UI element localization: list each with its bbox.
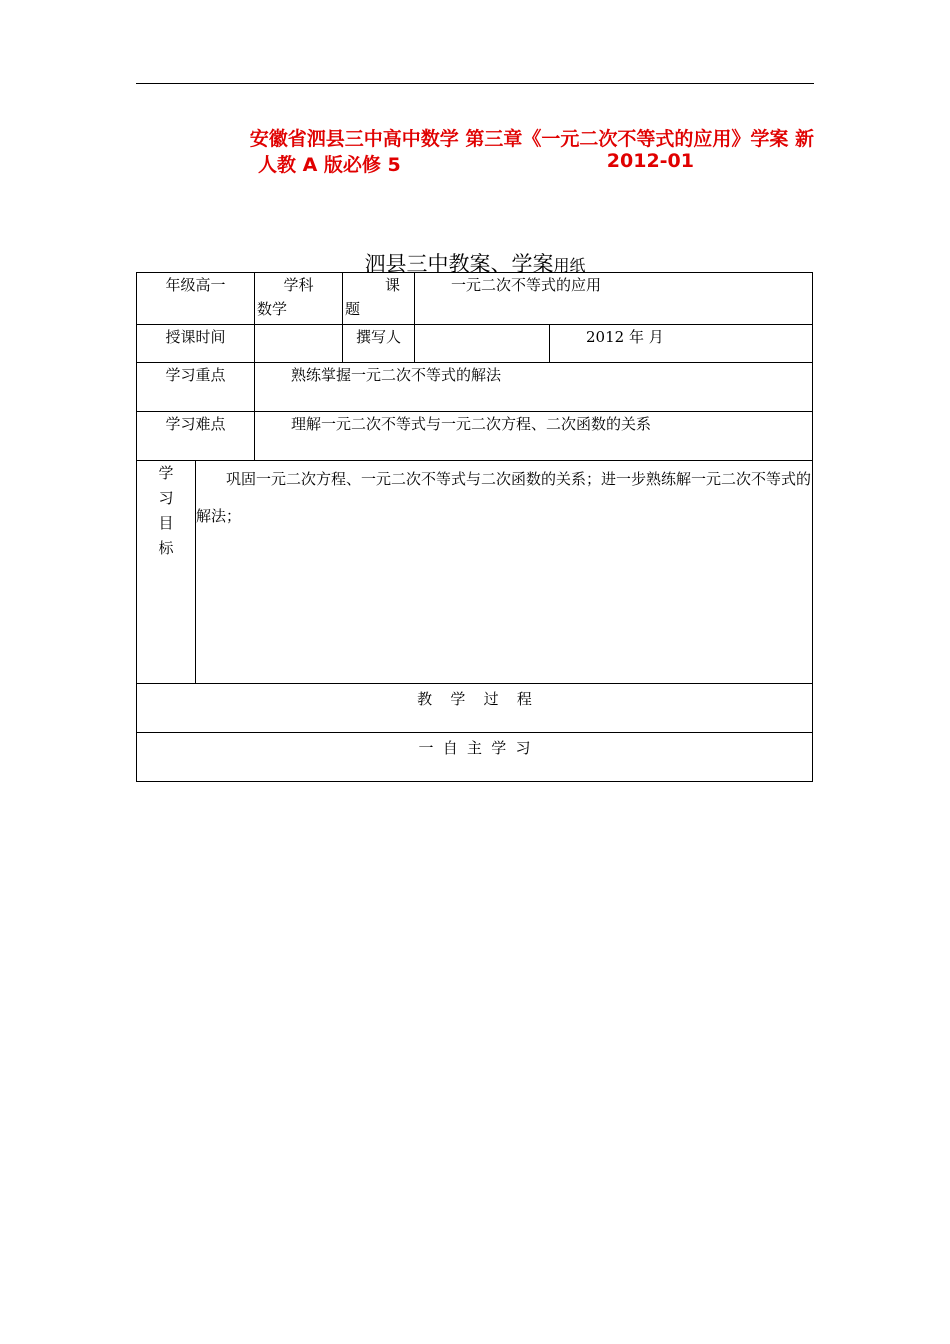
grade-label: 年级高一 bbox=[165, 276, 226, 294]
form-title-main: 泗县三中教案、学案 bbox=[364, 252, 554, 276]
topic-label-cell bbox=[343, 273, 415, 325]
document-date: 2012-01 bbox=[606, 150, 694, 172]
difficulty-value-cell bbox=[255, 412, 813, 461]
author-label-cell bbox=[343, 325, 415, 363]
date-value: 2012 年 月 bbox=[586, 328, 664, 346]
table-row bbox=[137, 412, 813, 461]
table-row bbox=[137, 684, 813, 733]
objective-value: 巩固一元二次方程、一元二次不等式与二次函数的关系；进一步熟练解一元二次不等式的解法； bbox=[196, 470, 812, 525]
key-point-label-cell bbox=[137, 363, 255, 412]
difficulty-label-cell bbox=[137, 412, 255, 461]
process-header: 教 学 过 程 bbox=[417, 690, 532, 708]
key-point-label: 学习重点 bbox=[165, 366, 226, 384]
difficulty-value: 理解一元二次不等式与一元二次方程、二次函数的关系 bbox=[291, 415, 652, 433]
topic-label-part1: 课 bbox=[385, 276, 401, 294]
subject-label: 学科 bbox=[283, 276, 314, 294]
document-title-line1: 安徽省泗县三中高中数学 第三章《一元二次不等式的应用》学案 新 bbox=[249, 128, 814, 150]
table-row bbox=[137, 363, 813, 412]
objective-label-char: 学 bbox=[158, 464, 174, 482]
lesson-plan-table bbox=[136, 272, 813, 782]
section-self-study-cell bbox=[137, 733, 813, 782]
time-label: 授课时间 bbox=[165, 328, 226, 346]
form-title-suffix: 用纸 bbox=[553, 256, 586, 275]
topic-label-part2: 题 bbox=[345, 300, 361, 318]
process-header-cell bbox=[137, 684, 813, 733]
subject-cell bbox=[255, 273, 343, 325]
author-value-cell[interactable] bbox=[415, 325, 550, 363]
document-title-line2 bbox=[258, 150, 694, 177]
table-row bbox=[137, 733, 813, 782]
table-row bbox=[137, 461, 813, 684]
document-title-edition: 人教 A 版必修 5 bbox=[258, 154, 401, 176]
section-self-study-heading: 一 自 主 学 习 bbox=[418, 739, 531, 757]
topic-value: 一元二次不等式的应用 bbox=[451, 276, 602, 294]
header-rule bbox=[136, 83, 814, 84]
author-label: 撰写人 bbox=[356, 328, 402, 346]
objective-value-cell bbox=[196, 461, 813, 684]
key-point-value: 熟练掌握一元二次不等式的解法 bbox=[291, 366, 502, 384]
subject-value: 数学 bbox=[257, 300, 288, 318]
time-value-cell[interactable] bbox=[255, 325, 343, 363]
grade-cell bbox=[137, 273, 255, 325]
objective-label-char: 习 bbox=[158, 489, 174, 507]
table-row bbox=[137, 273, 813, 325]
objective-label-cell bbox=[137, 461, 196, 684]
difficulty-label: 学习难点 bbox=[165, 415, 226, 433]
topic-value-cell bbox=[415, 273, 813, 325]
key-point-value-cell bbox=[255, 363, 813, 412]
objective-label-char: 目 bbox=[158, 514, 174, 532]
table-row bbox=[137, 325, 813, 363]
time-label-cell bbox=[137, 325, 255, 363]
objective-label-char: 标 bbox=[158, 539, 174, 557]
date-value-cell bbox=[550, 325, 813, 363]
